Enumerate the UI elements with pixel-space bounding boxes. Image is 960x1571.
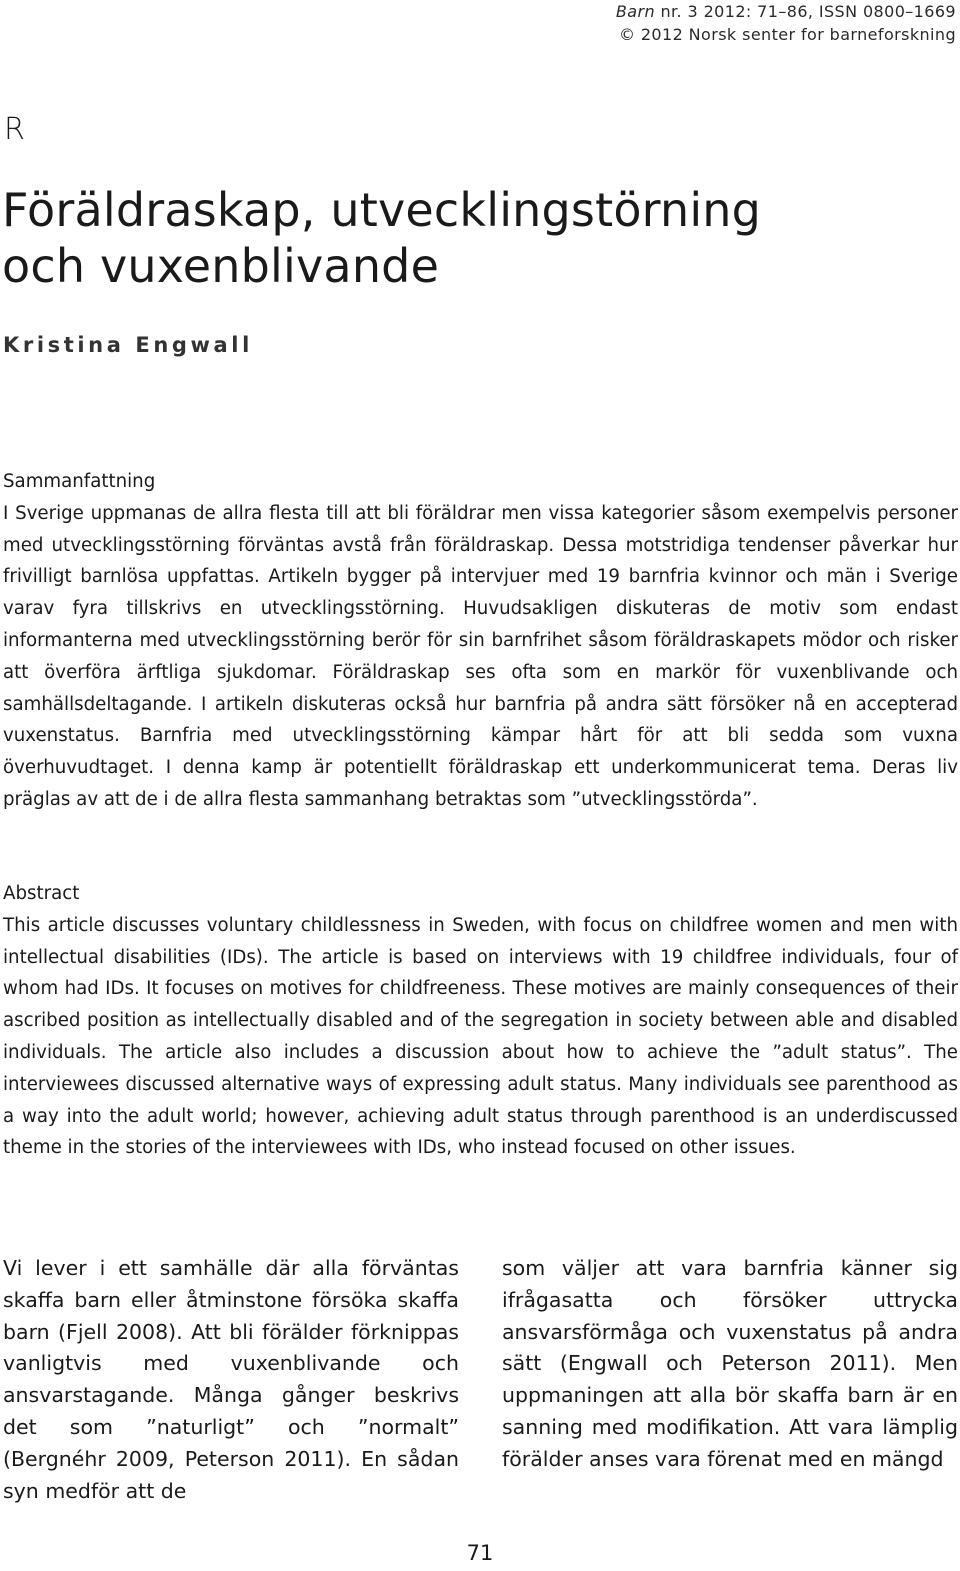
title-line-1: Föräldraskap, utvecklingstörning [2,183,762,237]
journal-citation [616,0,956,23]
copyright: © 2012 Norsk senter for barneforskning [618,25,956,44]
issue-info: nr. 3 2012: 71–86, ISSN 0800–1669 [660,2,956,21]
body-column-left: Vi lever i ett samhälle där alla förväntas skaffa barn eller åtminstone försöka skaffa barn (Fjell 2008). Att bli förälder förknippas vanligtvis med vuxenblivande och ansvarstagande. Många gånger beskrivs det som ”naturligt” och ”normalt” (Bergnéhr 2009, Peterson 2011). En sådan syn medför att de [3,1256,459,1503]
journal-name: Barn [615,2,655,21]
swedish-summary [3,466,958,816]
section-letter: R [4,112,25,147]
title-line-2: och vuxenblivande [2,239,440,293]
article-title [2,182,952,294]
abstract-text: This article discusses voluntary childlessness in Sweden, with focus on childfree women and men with intellectual disabilities (IDs). The article is based on interviews with 19 childfree individuals, four of whom had IDs. It focuses on motives for childfreeness. These motives are mainly consequences of their ascribed position as intellectually disabled and of the segregation in society between able and disabled individuals. The article also includes a discussion about how to achieve the ”adult status”. The interviewees discussed alternative ways of expressing adult status. Many individuals see parenthood as a way into the adult world; however, achieving adult status through parenthood is an underdiscussed theme in the stories of the interviewees with IDs, who instead focused on other issues. [3,914,958,1159]
summary-text: I Sverige uppmanas de allra flesta till att bli föräldrar men vissa kategorier såsom exempelvis personer med utvecklingsstörning förväntas avstå från föräldraskap. Dessa motstridiga tendenser påverkar hur frivilligt barnlösa uppfattas. Artikeln bygger på intervjuer med 19 barnfria kvinnor och män i Sverige varav fyra tillskrivs en utvecklingsstörning. Huvudsakligen diskuteras de motiv som endast informanterna med utvecklingsstörning berör för sin barnfrihet såsom föräldraskapets mödor och risker att överföra ärftliga sjukdomar. Föräldraskap ses ofta som en markör för vuxenblivande och samhällsdeltagande. I artikeln diskuteras också hur barnfria på andra sätt försöker nå en accepterad vuxenstatus. Barnfria med utvecklingsstörning kämpar hårt för att bli sedda som vuxna överhuvudtaget. I denna kamp är potentiellt föräldraskap ett underkommunicerat tema. Deras liv präglas av att de i de allra flesta sammanhang betraktas som ”utvecklingsstörda”. [3,502,958,810]
page-number: 71 [466,1541,494,1565]
body-column-right: som väljer att vara barnfria känner sig ifrågasatta och försöker uttrycka ansvarsförmåga och vuxenstatus på andra sätt (Engwall och Peterson 2011). Men uppmaningen att alla bör skaffa barn är en sanning med modifikation. Att vara lämplig förälder anses vara förenat med en mängd [502,1256,958,1471]
abstract-heading: Abstract [3,883,80,904]
author-name: Kristina Engwall [3,333,253,357]
english-abstract [3,878,958,1164]
page-header [616,0,956,46]
summary-heading: Sammanfattning [3,471,156,492]
